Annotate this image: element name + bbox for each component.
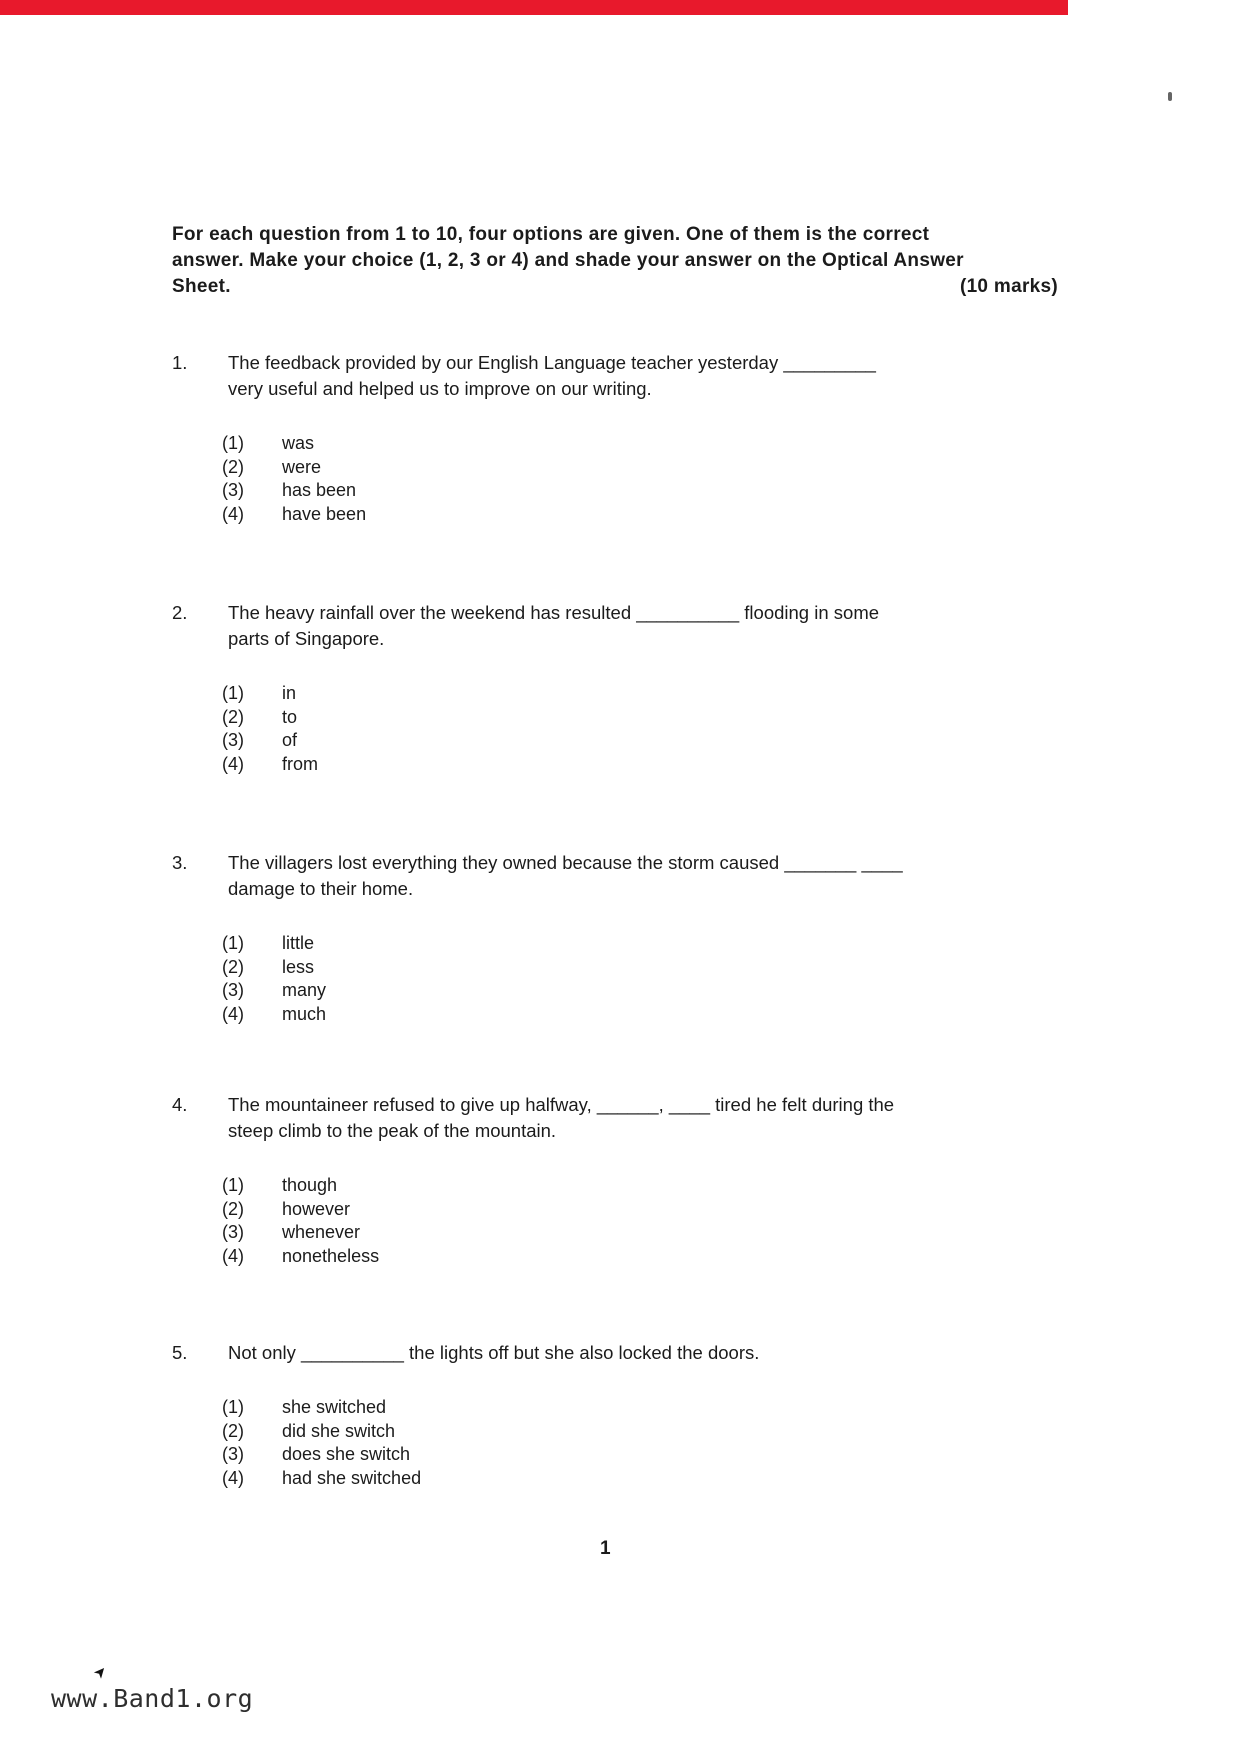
- option-number: (4): [222, 753, 244, 774]
- instructions-line-1: For each question from 1 to 10, four options are given. One of them is the correct: [172, 224, 930, 245]
- question-3-option-2: [222, 956, 1058, 980]
- question-2-number: 2.: [172, 602, 188, 623]
- question-2: [172, 600, 1058, 776]
- option-number: (2): [222, 1198, 244, 1219]
- question-4-option-2: [222, 1198, 1058, 1222]
- question-4-stem-line-2: steep climb to the peak of the mountain.: [228, 1120, 557, 1141]
- ink-speck: [1168, 92, 1172, 101]
- option-label: was: [282, 433, 315, 453]
- option-label: little: [282, 933, 315, 953]
- option-number: (1): [222, 433, 244, 453]
- question-1-stem-line-1: The feedback provided by our English Language teacher yesterday _________: [228, 352, 876, 373]
- question-3-option-4: [222, 1003, 1058, 1027]
- question-1-option-4: [222, 503, 1058, 527]
- option-label: though: [282, 1175, 338, 1195]
- question-4-number: 4.: [172, 1094, 188, 1115]
- option-number: (4): [222, 503, 244, 524]
- option-label: to: [282, 706, 298, 727]
- question-4: [172, 1092, 1058, 1268]
- option-number: (1): [222, 933, 244, 953]
- question-5: [172, 1340, 1058, 1490]
- option-number: (3): [222, 1222, 244, 1242]
- question-2-option-3: [222, 729, 1058, 753]
- question-3-stem-line-2: damage to their home.: [228, 878, 414, 899]
- question-2-option-2: [222, 706, 1058, 730]
- option-number: (2): [222, 706, 244, 727]
- question-4-option-1: [222, 1174, 1058, 1198]
- scan-red-band: [0, 0, 1068, 15]
- option-number: (1): [222, 683, 244, 703]
- question-1-stem-line-2: very useful and helped us to improve on our writing.: [228, 378, 652, 399]
- section-instructions: [172, 222, 1058, 300]
- question-4-option-4: [222, 1245, 1058, 1269]
- question-2-option-4: [222, 753, 1058, 777]
- question-5-option-3: [222, 1443, 1058, 1467]
- option-label: does she switch: [282, 1444, 411, 1464]
- option-number: (4): [222, 1467, 244, 1488]
- instructions-line-2: answer. Make your choice (1, 2, 3 or 4) and shade your answer on the Optical Answer: [172, 250, 964, 271]
- option-number: (2): [222, 1420, 244, 1441]
- option-number: (3): [222, 480, 244, 500]
- option-label: in: [282, 683, 297, 703]
- option-number: (2): [222, 956, 244, 977]
- instructions-line-3: Sheet.: [172, 276, 231, 297]
- option-label: however: [282, 1198, 351, 1219]
- option-number: (1): [222, 1175, 244, 1195]
- option-label: much: [282, 1003, 327, 1024]
- option-number: (3): [222, 730, 244, 750]
- option-number: (4): [222, 1003, 244, 1024]
- question-5-option-4: [222, 1467, 1058, 1491]
- question-4-option-3: [222, 1221, 1058, 1245]
- question-3: [172, 850, 1058, 1026]
- question-1-option-2: [222, 456, 1058, 480]
- option-label: whenever: [282, 1222, 361, 1242]
- option-label: of: [282, 730, 298, 750]
- option-label: nonetheless: [282, 1245, 380, 1266]
- option-label: from: [282, 753, 318, 774]
- question-1-option-1: [222, 432, 1058, 456]
- question-2-option-1: [222, 682, 1058, 706]
- question-4-stem-line-1: The mountaineer refused to give up halfway, ______, ____ tired he felt during the: [228, 1094, 895, 1115]
- option-label: have been: [282, 503, 367, 524]
- question-2-stem-line-1: The heavy rainfall over the weekend has resulted __________ flooding in some: [228, 602, 880, 623]
- option-label: many: [282, 980, 327, 1000]
- option-number: (3): [222, 1444, 244, 1464]
- option-number: (2): [222, 456, 244, 477]
- question-5-option-1: [222, 1396, 1058, 1420]
- option-number: (3): [222, 980, 244, 1000]
- question-1: [172, 350, 1058, 526]
- option-label: has been: [282, 480, 357, 500]
- question-1-option-3: [222, 479, 1058, 503]
- cursor-arrow-icon: ➤: [90, 1662, 112, 1683]
- question-5-option-2: [222, 1420, 1058, 1444]
- question-3-stem-line-1: The villagers lost everything they owned because the storm caused _______ ____: [228, 852, 903, 873]
- option-label: less: [282, 956, 315, 977]
- question-2-stem-line-2: parts of Singapore.: [228, 628, 385, 649]
- option-number: (1): [222, 1397, 244, 1417]
- option-label: had she switched: [282, 1467, 422, 1488]
- option-number: (4): [222, 1245, 244, 1266]
- marks-label: (10 marks): [959, 276, 1058, 297]
- question-3-option-1: [222, 932, 1058, 956]
- question-1-number: 1.: [172, 352, 188, 373]
- option-label: did she switch: [282, 1420, 396, 1441]
- question-5-number: 5.: [172, 1342, 188, 1363]
- page-number: 1: [600, 1538, 611, 1559]
- question-3-number: 3.: [172, 852, 188, 873]
- question-3-option-3: [222, 979, 1058, 1003]
- question-5-stem-line-1: Not only __________ the lights off but she also locked the doors.: [228, 1342, 760, 1363]
- option-label: she switched: [282, 1397, 387, 1417]
- option-label: were: [282, 456, 322, 477]
- watermark-url: www.Band1.org: [51, 1684, 254, 1713]
